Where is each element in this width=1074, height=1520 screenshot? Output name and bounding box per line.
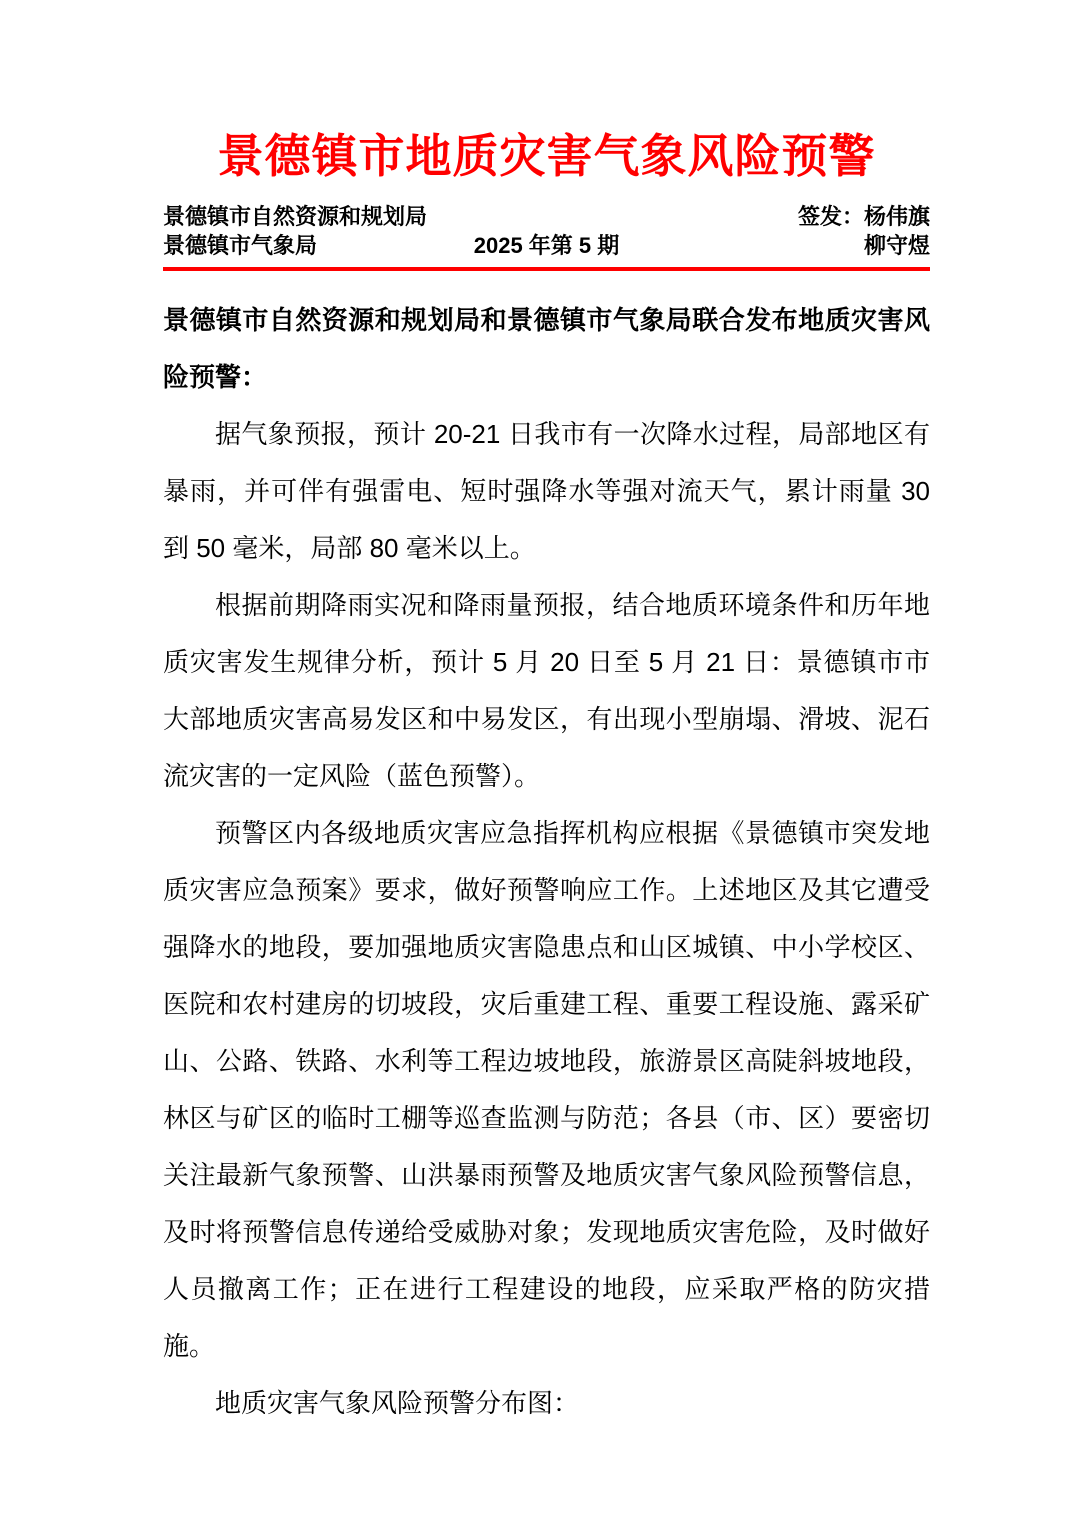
body-paragraph-response-requirements: 预警区内各级地质灾害应急指挥机构应根据《景德镇市突发地质灾害应急预案》要求，做好预警响应工作。上述地区及其它遭受强降水的地段，要加强地质灾害隐患点和山区城镇、中小学校区、医院和农村建房的切坡段，灾后重建工程、重要工程设施、露采矿山、公路、铁路、水利等工程边坡地段，旅游景区高陡斜坡地段，林区与矿区的临时工棚等巡查监测与防范；各县（市、区）要密切关注最新气象预警、山洪暴雨预警及地质灾害气象风险预警信息，及时将预警信息传递给受威胁对象；发现地质灾害危险，及时做好人员撤离工作；正在进行工程建设的地段，应采取严格的防灾措施。	[163, 817, 930, 1361]
document-title: 景德镇市地质灾害气象风险预警	[217, 131, 876, 182]
masthead-row-1	[163, 202, 930, 231]
masthead-row-2	[163, 231, 930, 260]
body-paragraph-forecast: 据气象预报，预计 20-21 日我市有一次降水过程，局部地区有暴雨，并可伴有强雷电、短时强降水等强对流天气，累计雨量 30 到 50 毫米，局部 80 毫米以上。	[163, 418, 930, 563]
signed-by-label: 签发：	[797, 203, 864, 229]
divider-rule	[163, 267, 930, 271]
issuing-org-1: 景德镇市自然资源和规划局	[163, 203, 428, 229]
issuing-org-2: 景德镇市气象局	[163, 232, 318, 258]
document-content	[163, 0, 930, 1432]
signed-by-line	[798, 202, 930, 231]
signer-1: 杨伟旗	[863, 203, 930, 229]
signer-2: 柳守煜	[863, 232, 930, 258]
document-body	[163, 292, 930, 1432]
masthead	[163, 202, 930, 260]
body-paragraph-risk-analysis: 根据前期降雨实况和降雨量预报，结合地质环境条件和历年地质灾害发生规律分析，预计 5 月 20 日至 5 月 21 日：景德镇市市大部地质灾害高易发区和中易发区，有出现小型崩塌、滑坡、泥石流灾害的一定风险（蓝色预警）。	[163, 589, 930, 791]
lead-paragraph: 景德镇市自然资源和规划局和景德镇市气象局联合发布地质灾害风险预警：	[163, 304, 930, 392]
issue-number: 2025 年第 5 期	[473, 232, 620, 258]
body-paragraph-map-caption: 地质灾害气象风险预警分布图：	[215, 1387, 580, 1418]
